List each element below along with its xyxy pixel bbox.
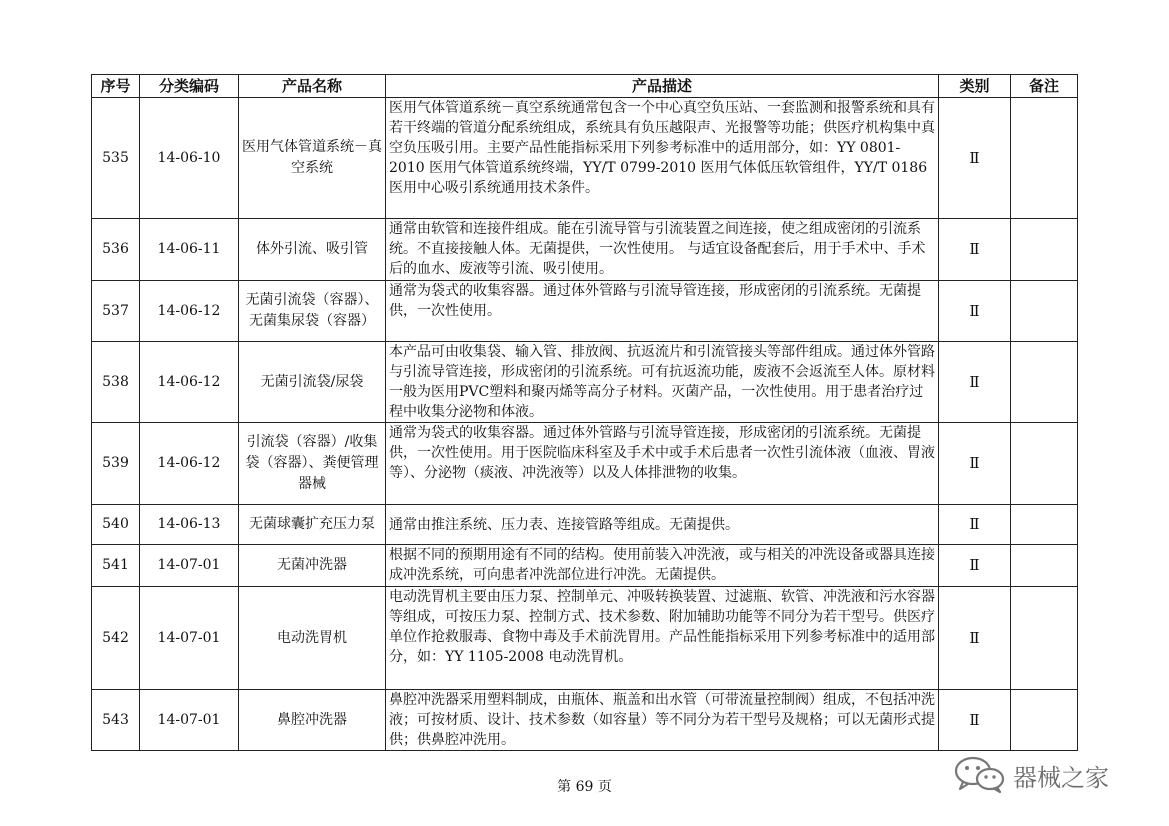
table-row [92, 281, 1078, 342]
cell-description: 医用气体管道系统－真空系统通常包含一个中心真空负压站、一套监测和报警系统和具有若干终端的管道分配系统组成，系统具有负压越限声、光报警等功能；供医疗机构集中真空负压吸引用。主要产品性能指标采用下列参考标准中的适用部分，如：YY 0801-2010 医用气体管道系统终端，YY/T 0799-2010 医用气体低压软管组件，YY/T 0186 医用中心吸引系统通用技术条件。 [386, 98, 939, 219]
table-row [92, 587, 1078, 690]
page-number: 第 69 页 [557, 779, 612, 795]
cell-code: 14-07-01 [140, 690, 239, 751]
table-row [92, 423, 1078, 505]
cell-class: Ⅱ [939, 690, 1011, 751]
cell-class: Ⅱ [939, 281, 1011, 342]
cell-class: Ⅱ [939, 342, 1011, 423]
header-remark: 备注 [1011, 75, 1078, 98]
table-row [92, 342, 1078, 423]
cell-product-name: 鼻腔冲洗器 [239, 690, 386, 751]
cell-remark [1011, 545, 1078, 587]
cell-description: 通常为袋式的收集容器。通过体外管路与引流导管连接，形成密闭的引流系统。无菌提供，一次性使用。 [386, 281, 939, 342]
table-row [92, 505, 1078, 545]
table-row [92, 690, 1078, 751]
table-row [92, 219, 1078, 281]
cell-serial: 538 [92, 342, 140, 423]
cell-class: Ⅱ [939, 587, 1011, 690]
cell-remark [1011, 98, 1078, 219]
cell-code: 14-07-01 [140, 587, 239, 690]
cell-serial: 536 [92, 219, 140, 281]
cell-product-name: 无菌引流袋/尿袋 [239, 342, 386, 423]
cell-product-name: 引流袋（容器）/收集袋（容器）、粪便管理器械 [239, 423, 386, 505]
cell-product-name: 无菌球囊扩充压力泵 [239, 505, 386, 545]
table-row [92, 98, 1078, 219]
cell-remark [1011, 219, 1078, 281]
cell-description: 通常由推注系统、压力表、连接管路等组成。无菌提供。 [386, 505, 939, 545]
catalog-table [91, 74, 1078, 751]
cell-serial: 537 [92, 281, 140, 342]
table-header-row [92, 75, 1078, 98]
cell-description: 本产品可由收集袋、输入管、排放阀、抗返流片和引流管接头等部件组成。通过体外管路与引流导管连接，形成密闭的引流系统。可有抗返流功能，废液不会返流至人体。原材料一般为医用PVC塑料和聚丙烯等高分子材料。灭菌产品，一次性使用。用于患者治疗过程中收集分泌物和体液。 [386, 342, 939, 423]
cell-description: 电动洗胃机主要由压力泵、控制单元、冲吸转换装置、过滤瓶、软管、冲洗液和污水容器等组成，可按压力泵、控制方式、技术参数、附加辅助功能等不同分为若干型号。供医疗单位作抢救服毒、食物中毒及手术前洗胃用。产品性能指标采用下列参考标准中的适用部分，如：YY 1105-2008 电动洗胃机。 [386, 587, 939, 690]
cell-description: 通常为袋式的收集容器。通过体外管路与引流导管连接，形成密闭的引流系统。无菌提供，一次性使用。用于医院临床科室及手术中或手术后患者一次性引流体液（血液、胃液等）、分泌物（痰液、冲洗液等）以及人体排泄物的收集。 [386, 423, 939, 505]
cell-serial: 535 [92, 98, 140, 219]
table-row [92, 545, 1078, 587]
cell-class: Ⅱ [939, 545, 1011, 587]
header-class: 类别 [939, 75, 1011, 98]
watermark-text: 器械之家 [1013, 763, 1109, 792]
header-code: 分类编码 [140, 75, 239, 98]
cell-code: 14-06-12 [140, 423, 239, 505]
cell-code: 14-06-12 [140, 281, 239, 342]
cell-remark [1011, 690, 1078, 751]
cell-serial: 540 [92, 505, 140, 545]
cell-serial: 541 [92, 545, 140, 587]
cell-class: Ⅱ [939, 219, 1011, 281]
header-serial: 序号 [92, 75, 140, 98]
cell-code: 14-06-10 [140, 98, 239, 219]
cell-product-name: 体外引流、吸引管 [239, 219, 386, 281]
cell-class: Ⅱ [939, 423, 1011, 505]
cell-code: 14-06-11 [140, 219, 239, 281]
cell-product-name: 医用气体管道系统－真空系统 [239, 98, 386, 219]
cell-serial: 539 [92, 423, 140, 505]
cell-serial: 542 [92, 587, 140, 690]
cell-remark [1011, 505, 1078, 545]
header-description: 产品描述 [386, 75, 939, 98]
cell-remark [1011, 587, 1078, 690]
cell-product-name: 无菌冲洗器 [239, 545, 386, 587]
cell-code: 14-06-13 [140, 505, 239, 545]
cell-description: 根据不同的预期用途有不同的结构。使用前装入冲洗液，或与相关的冲洗设备或器具连接成冲洗系统，可向患者冲洗部位进行冲洗。无菌提供。 [386, 545, 939, 587]
cell-remark [1011, 342, 1078, 423]
header-product-name: 产品名称 [239, 75, 386, 98]
cell-remark [1011, 281, 1078, 342]
cell-class: Ⅱ [939, 98, 1011, 219]
cell-product-name: 无菌引流袋（容器）、无菌集尿袋（容器） [239, 281, 386, 342]
cell-description: 通常由软管和连接件组成。能在引流导管与引流装置之间连接，使之组成密闭的引流系统。不直接接触人体。无菌提供，一次性使用。 与适宜设备配套后，用于手术中、手术后的血水、废液等引流、吸引使用。 [386, 219, 939, 281]
cell-code: 14-06-12 [140, 342, 239, 423]
catalog-table-container [91, 74, 1077, 751]
cell-product-name: 电动洗胃机 [239, 587, 386, 690]
cell-class: Ⅱ [939, 505, 1011, 545]
cell-code: 14-07-01 [140, 545, 239, 587]
cell-serial: 543 [92, 690, 140, 751]
cell-description: 鼻腔冲洗器采用塑料制成，由瓶体、瓶盖和出水管（可带流量控制阀）组成，不包括冲洗液；可按材质、设计、技术参数（如容量）等不同分为若干型号及规格；可以无菌形式提供；供鼻腔冲洗用。 [386, 690, 939, 751]
cell-remark [1011, 423, 1078, 505]
